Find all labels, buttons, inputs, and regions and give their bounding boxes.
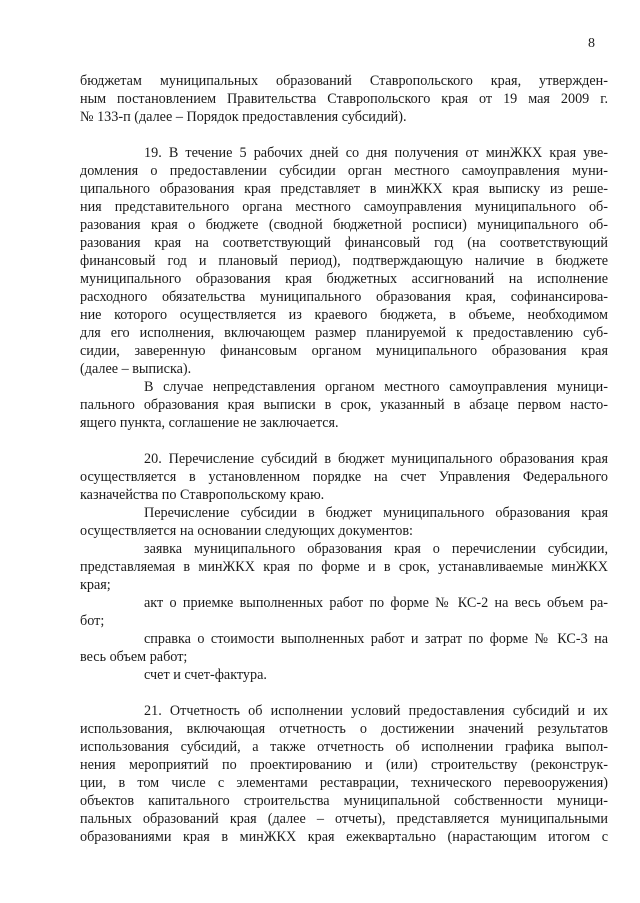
text-line: Перечисление субсидии в бюджет муниципального образования края — [144, 505, 608, 521]
text-line: В случае непредставления органом местного самоуправления муници- — [144, 379, 608, 395]
document-body — [80, 72, 608, 846]
paragraph-block — [80, 144, 608, 432]
text-line: сидии, заверенную финансовым органом муниципального образования края — [80, 343, 608, 359]
text-line: весь объем работ; — [80, 649, 188, 665]
text-line: (далее – выписка). — [80, 361, 192, 377]
text-line: бюджетам муниципальных образований Ставропольского края, утвержден- — [80, 73, 608, 89]
paragraph-gap — [80, 432, 608, 450]
text-line: заявка муниципального образования края о перечислении субсидии, — [144, 541, 608, 557]
paragraph-block — [80, 450, 608, 684]
text-line: ние которого осуществляется из краевого бюджета, в объеме, необходимом — [80, 307, 608, 323]
text-line: казначейства по Ставропольскому краю. — [80, 487, 325, 503]
paragraph-gap — [80, 684, 608, 702]
text-line: ния представительного органа местного самоуправления муниципального об- — [80, 199, 608, 215]
page-number: 8 — [588, 36, 595, 51]
text-line: пальных образований края (далее – отчеты), представляется муниципальными — [80, 811, 608, 827]
text-line: пального образования края выписки в срок, указанный в абзаце первом насто- — [80, 397, 608, 413]
text-line: представляемая в минЖКХ края по форме и в срок, устанавливаемые минЖКХ — [80, 559, 608, 575]
text-line: справка о стоимости выполненных работ и затрат по форме № КС-3 на — [144, 631, 608, 647]
text-line: расходного обязательства муниципального образования края, софинансирова- — [80, 289, 608, 305]
text-line: ным постановлением Правительства Ставропольского края от 19 мая 2009 г. — [80, 91, 608, 107]
text-line: нения мероприятий по проектированию и (или) строительству (реконструк- — [80, 757, 608, 773]
text-line: ципального образования края представляет в минЖКХ края выписку из реше- — [80, 181, 608, 197]
text-line: 21. Отчетность об исполнении условий предоставления субсидий и их — [144, 703, 608, 719]
text-line: осуществляется на основании следующих документов: — [80, 523, 413, 539]
text-line: бот; — [80, 613, 105, 629]
text-line: 20. Перечисление субсидий в бюджет муниципального образования края — [144, 451, 608, 467]
text-line: разования края о бюджете (сводной бюджетной росписи) муниципального об- — [80, 217, 608, 233]
text-line: ящего пункта, соглашение не заключается. — [80, 415, 339, 431]
paragraph-block — [80, 702, 608, 846]
text-line: № 133-п (далее – Порядок предоставления субсидий). — [80, 109, 407, 125]
text-line: образованиями края в минЖКХ края ежеквартально (нарастающим итогом с — [80, 829, 608, 845]
text-line: счет и счет-фактура. — [144, 667, 267, 683]
text-line: муниципального образования края бюджетных ассигнований на исполнение — [80, 271, 608, 287]
text-line: разования края на соответствующий финансовый год (на соответствующий — [80, 235, 608, 251]
text-line: ции, в том числе с элементами реставрации, технического перевооружения) — [80, 775, 608, 791]
text-line: финансовый год и плановый период), подтверждающую наличие в бюджете — [80, 253, 608, 269]
text-line: использования, включающая отчетность о достижении значений результатов — [80, 721, 608, 737]
text-line: края; — [80, 577, 111, 593]
text-line: осуществляется в установленном порядке на счет Управления Федерального — [80, 469, 608, 485]
paragraph-gap — [80, 126, 608, 144]
paragraph-block — [80, 72, 608, 126]
text-line: 19. В течение 5 рабочих дней со дня получения от минЖКХ края уве- — [144, 145, 608, 161]
text-line: для его исполнения, включающем размер планируемой к предоставлению суб- — [80, 325, 608, 341]
text-line: домления о предоставлении субсидии орган местного самоуправления муни- — [80, 163, 608, 179]
text-line: использования субсидий, а также отчетность об исполнении графика выпол- — [80, 739, 608, 755]
text-line: акт о приемке выполненных работ по форме № КС-2 на весь объем ра- — [144, 595, 608, 611]
text-line: объектов капитального строительства муниципальной собственности муници- — [80, 793, 608, 809]
